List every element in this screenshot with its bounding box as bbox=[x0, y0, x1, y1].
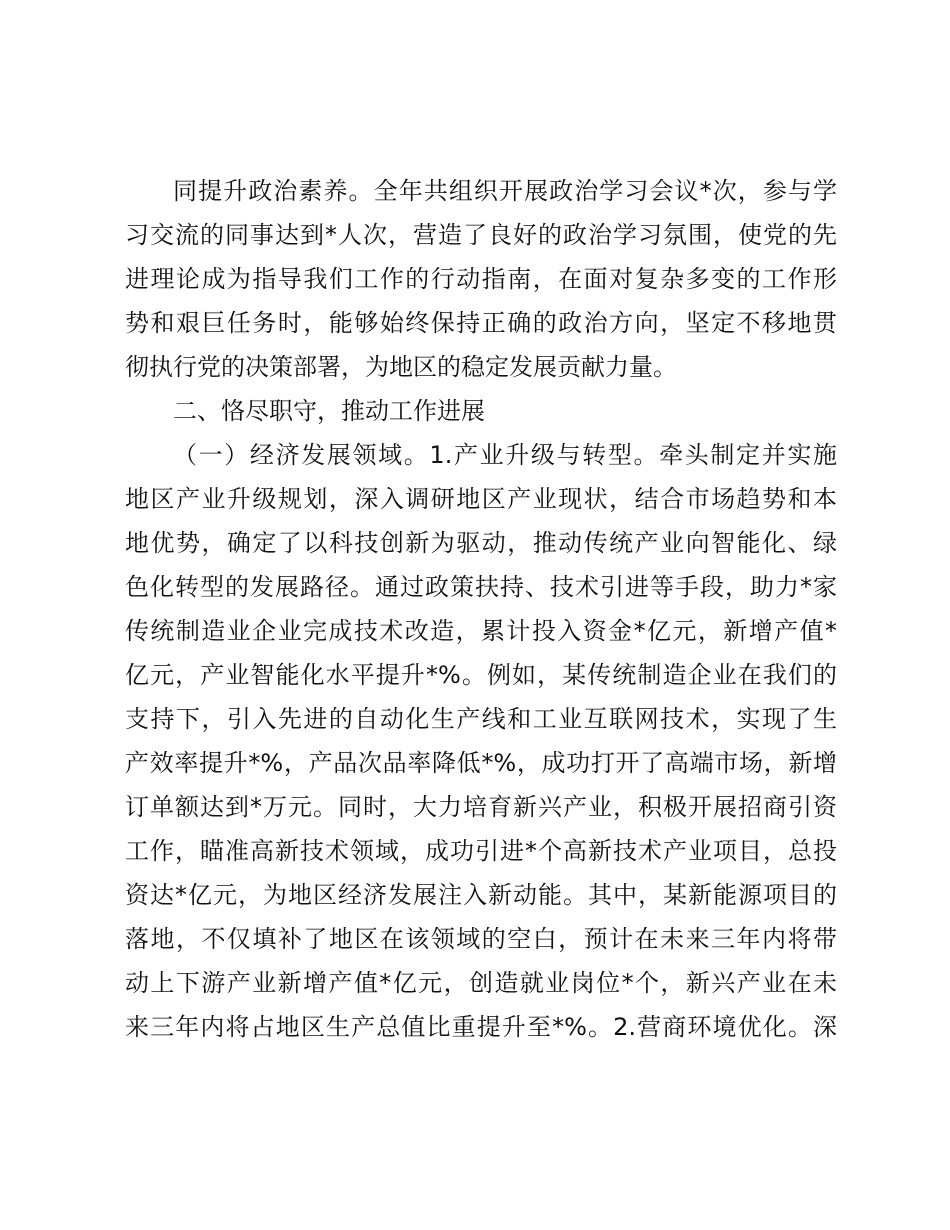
paragraph-line: 色化转型的发展路径。通过政策扶持、技术引进等手段，助力*家 bbox=[125, 573, 837, 601]
paragraph-line: 来三年内将占地区生产总值比重提升至*%。2.营商环境优化。深 bbox=[125, 1013, 837, 1041]
paragraph-line: 彻执行党的决策部署，为地区的稳定发展贡献力量。 bbox=[125, 353, 677, 381]
paragraph-line: 同提升政治素养。全年共组织开展政治学习会议*次，参与学 bbox=[173, 177, 837, 205]
section-heading bbox=[125, 389, 837, 433]
paragraph-line: 地区产业升级规划，深入调研地区产业现状，结合市场趋势和本 bbox=[125, 485, 837, 513]
paragraph-line: 产效率提升*%，产品次品率降低*%，成功打开了高端市场，新增 bbox=[125, 749, 837, 777]
paragraph-political-study bbox=[125, 169, 837, 389]
paragraph-line: 传统制造业企业完成技术改造，累计投入资金*亿元，新增产值* bbox=[125, 617, 837, 645]
paragraph-line: 动上下游产业新增产值*亿元，创造就业岗位*个，新兴产业在未 bbox=[125, 969, 837, 997]
section-heading-text: 二、恪尽职守，推动工作进展 bbox=[173, 397, 485, 425]
paragraph-line: 亿元，产业智能化水平提升*%。例如，某传统制造企业在我们的 bbox=[125, 661, 837, 689]
paragraph-economic-development bbox=[125, 433, 837, 1049]
paragraph-line: 资达*亿元，为地区经济发展注入新动能。其中，某新能源项目的 bbox=[125, 881, 837, 909]
paragraph-line: 势和艰巨任务时，能够始终保持正确的政治方向，坚定不移地贯 bbox=[125, 309, 837, 337]
paragraph-line: 落地，不仅填补了地区在该领域的空白，预计在未来三年内将带 bbox=[125, 925, 837, 953]
paragraph-line: 地优势，确定了以科技创新为驱动，推动传统产业向智能化、绿 bbox=[125, 529, 837, 557]
paragraph-line: 订单额达到*万元。同时，大力培育新兴产业，积极开展招商引资 bbox=[125, 793, 837, 821]
paragraph-line: 习交流的同事达到*人次，营造了良好的政治学习氛围，使党的先 bbox=[125, 221, 837, 249]
paragraph-line: （一）经济发展领域。1.产业升级与转型。牵头制定并实施 bbox=[173, 441, 837, 469]
paragraph-line: 工作，瞄准高新技术领域，成功引进*个高新技术产业项目，总投 bbox=[125, 837, 837, 865]
paragraph-line: 进理论成为指导我们工作的行动指南，在面对复杂多变的工作形 bbox=[125, 265, 837, 293]
paragraph-line: 支持下，引入先进的自动化生产线和工业互联网技术，实现了生 bbox=[125, 705, 837, 733]
